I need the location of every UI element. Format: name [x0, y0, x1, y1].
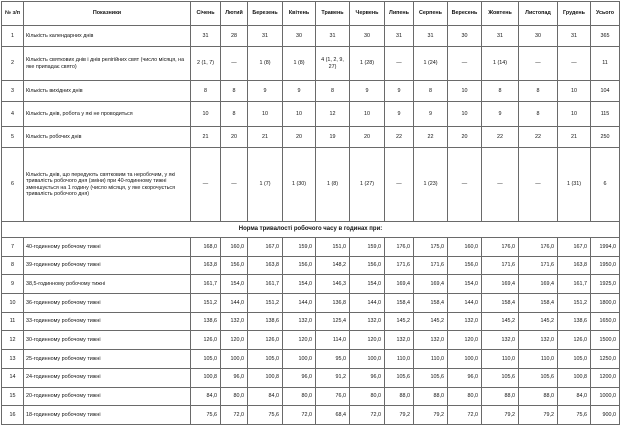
row-cell: 163,8 — [248, 256, 283, 275]
row-label: Кількість святкових днів і днів релігійних свят (число місяця, на яке припадає свято) — [24, 47, 191, 81]
row-cell: 105,0 — [558, 350, 591, 369]
row-cell: 171,6 — [414, 256, 448, 275]
row-cell: 72,0 — [221, 406, 248, 425]
row-cell: 88,0 — [519, 387, 558, 406]
col-header-month: Грудень — [558, 2, 591, 26]
row-label: 38,5-годинному робочому тижні — [24, 275, 191, 294]
row-cell: 151,2 — [191, 294, 221, 313]
norm-row — [2, 312, 620, 331]
row-cell: 9 — [482, 102, 519, 127]
row-cell: 146,3 — [316, 275, 350, 294]
row-cell: 132,0 — [448, 312, 482, 331]
row-cell: 158,4 — [519, 294, 558, 313]
row-cell: 132,0 — [482, 331, 519, 350]
row-cell: 154,0 — [350, 275, 385, 294]
table-row — [2, 127, 620, 148]
row-cell: 1 (31) — [558, 148, 591, 222]
row-label: Кількість календарних днів — [24, 26, 191, 47]
row-cell: 8 — [316, 81, 350, 102]
row-cell: 21 — [191, 127, 221, 148]
row-cell: 8 — [482, 81, 519, 102]
row-cell: 10 — [191, 102, 221, 127]
row-number: 9 — [2, 275, 24, 294]
row-cell: 88,0 — [385, 387, 414, 406]
row-total: 365 — [591, 26, 620, 47]
row-cell: 171,6 — [385, 256, 414, 275]
row-label: 40-годинному робочому тижні — [24, 238, 191, 257]
row-cell: 168,0 — [191, 238, 221, 257]
row-cell: 1 (8) — [248, 47, 283, 81]
row-total: 1500,0 — [591, 331, 620, 350]
row-cell: — — [221, 148, 248, 222]
row-total: 900,0 — [591, 406, 620, 425]
row-cell: 138,6 — [248, 312, 283, 331]
row-cell: 163,8 — [191, 256, 221, 275]
table-row — [2, 26, 620, 47]
row-cell: 156,0 — [448, 256, 482, 275]
row-cell: 22 — [414, 127, 448, 148]
row-cell: 22 — [519, 127, 558, 148]
row-number: 2 — [2, 47, 24, 81]
row-cell: 126,0 — [191, 331, 221, 350]
row-cell: 10 — [248, 102, 283, 127]
row-cell: 80,0 — [221, 387, 248, 406]
row-cell: 28 — [221, 26, 248, 47]
row-cell: 8 — [221, 102, 248, 127]
col-header-total: Усього — [591, 2, 620, 26]
row-cell: 80,0 — [350, 387, 385, 406]
row-cell: 75,6 — [191, 406, 221, 425]
row-cell: 105,6 — [482, 368, 519, 387]
row-label: Кількість днів, робота у які не проводиться — [24, 102, 191, 127]
row-cell: 100,0 — [350, 350, 385, 369]
row-cell: 10 — [350, 102, 385, 127]
row-label: Кількість вихідних днів — [24, 81, 191, 102]
row-cell: 144,0 — [350, 294, 385, 313]
row-cell: 169,4 — [414, 275, 448, 294]
row-cell: 1 (23) — [414, 148, 448, 222]
row-cell: 12 — [316, 102, 350, 127]
row-cell: 171,6 — [482, 256, 519, 275]
row-cell: 96,0 — [283, 368, 316, 387]
row-cell: 154,0 — [448, 275, 482, 294]
norm-row — [2, 387, 620, 406]
row-number: 7 — [2, 238, 24, 257]
row-number: 8 — [2, 256, 24, 275]
row-cell: 125,4 — [316, 312, 350, 331]
row-label: 30-годинному робочому тижні — [24, 331, 191, 350]
row-cell: 120,0 — [221, 331, 248, 350]
row-cell: 80,0 — [448, 387, 482, 406]
row-cell: 20 — [283, 127, 316, 148]
row-cell: 21 — [558, 127, 591, 148]
row-cell: 145,2 — [385, 312, 414, 331]
row-cell: 88,0 — [414, 387, 448, 406]
row-cell: 10 — [448, 102, 482, 127]
norm-row — [2, 368, 620, 387]
row-cell: 158,4 — [385, 294, 414, 313]
row-cell: 31 — [248, 26, 283, 47]
row-cell: — — [482, 148, 519, 222]
row-cell: 151,0 — [316, 238, 350, 257]
row-total: 115 — [591, 102, 620, 127]
col-header-month: Листопад — [519, 2, 558, 26]
row-cell: 132,0 — [519, 331, 558, 350]
table-row — [2, 102, 620, 127]
row-cell: 79,2 — [482, 406, 519, 425]
row-cell: 76,0 — [316, 387, 350, 406]
row-number: 15 — [2, 387, 24, 406]
row-cell: 161,7 — [558, 275, 591, 294]
row-total: 1650,0 — [591, 312, 620, 331]
row-label: Кількість робочих днів — [24, 127, 191, 148]
row-cell: 154,0 — [221, 275, 248, 294]
row-cell: 126,0 — [558, 331, 591, 350]
row-cell: 22 — [482, 127, 519, 148]
row-cell: — — [385, 148, 414, 222]
row-total: 1250,0 — [591, 350, 620, 369]
row-cell: 100,0 — [221, 350, 248, 369]
row-cell: 95,0 — [316, 350, 350, 369]
row-cell: 1 (24) — [414, 47, 448, 81]
row-cell: 144,0 — [283, 294, 316, 313]
row-cell: 31 — [414, 26, 448, 47]
row-cell: 79,2 — [414, 406, 448, 425]
row-number: 16 — [2, 406, 24, 425]
row-cell: 100,8 — [248, 368, 283, 387]
row-label: 36-годинному робочому тижні — [24, 294, 191, 313]
row-cell: 161,7 — [191, 275, 221, 294]
header-row — [2, 2, 620, 26]
row-cell: 156,0 — [221, 256, 248, 275]
row-cell: 10 — [558, 102, 591, 127]
col-header-month: Квітень — [283, 2, 316, 26]
row-cell: 20 — [221, 127, 248, 148]
row-cell: 160,0 — [221, 238, 248, 257]
row-cell: 96,0 — [221, 368, 248, 387]
row-cell: 100,0 — [448, 350, 482, 369]
row-cell: 110,0 — [385, 350, 414, 369]
col-header-month: Травень — [316, 2, 350, 26]
row-total: 6 — [591, 148, 620, 222]
row-cell: 105,6 — [414, 368, 448, 387]
row-cell: 68,4 — [316, 406, 350, 425]
row-number: 13 — [2, 350, 24, 369]
table-row — [2, 47, 620, 81]
row-cell: — — [191, 148, 221, 222]
row-cell: 9 — [385, 81, 414, 102]
working-time-table — [1, 1, 620, 425]
col-header-month: Серпень — [414, 2, 448, 26]
row-cell: 105,0 — [248, 350, 283, 369]
row-cell: 72,0 — [283, 406, 316, 425]
row-cell: 79,2 — [385, 406, 414, 425]
row-cell: 159,0 — [283, 238, 316, 257]
row-cell: 1 (7) — [248, 148, 283, 222]
row-cell: 138,6 — [191, 312, 221, 331]
row-cell: 120,0 — [350, 331, 385, 350]
row-cell: 144,0 — [221, 294, 248, 313]
col-header-month: Лютий — [221, 2, 248, 26]
row-cell: 96,0 — [350, 368, 385, 387]
row-cell: — — [519, 47, 558, 81]
row-label: 25-годинному робочому тижні — [24, 350, 191, 369]
row-cell: 169,4 — [385, 275, 414, 294]
col-header-month: Липень — [385, 2, 414, 26]
col-header-month: Жовтень — [482, 2, 519, 26]
row-cell: — — [221, 47, 248, 81]
col-header-month: Березень — [248, 2, 283, 26]
row-cell: 151,2 — [558, 294, 591, 313]
row-cell: 161,7 — [248, 275, 283, 294]
row-cell: 80,0 — [283, 387, 316, 406]
row-cell: 132,0 — [350, 312, 385, 331]
row-cell: 79,2 — [519, 406, 558, 425]
row-cell: 114,0 — [316, 331, 350, 350]
row-total: 1950,0 — [591, 256, 620, 275]
row-cell: 9 — [248, 81, 283, 102]
row-cell: — — [448, 148, 482, 222]
row-cell: 20 — [448, 127, 482, 148]
row-cell: 10 — [558, 81, 591, 102]
row-number: 6 — [2, 148, 24, 222]
row-label: Кількість днів, що передують святковим та неробочим, у які тривалість робочого дня (зміни) при 40-годинному тижні зменшується на 1 годину (число місяця, у яке скорочується тривалість робочого дня) — [24, 148, 191, 222]
row-cell: 9 — [385, 102, 414, 127]
row-cell: 84,0 — [191, 387, 221, 406]
row-total: 1925,0 — [591, 275, 620, 294]
norm-row — [2, 294, 620, 313]
row-cell: 31 — [316, 26, 350, 47]
row-cell: 30 — [448, 26, 482, 47]
row-cell: 175,0 — [414, 238, 448, 257]
row-cell: 167,0 — [248, 238, 283, 257]
row-cell: 110,0 — [519, 350, 558, 369]
row-cell: 145,2 — [519, 312, 558, 331]
norm-row — [2, 331, 620, 350]
row-cell: 159,0 — [350, 238, 385, 257]
row-cell: 72,0 — [448, 406, 482, 425]
section-title: Норма тривалості робочого часу в годинах при: — [2, 222, 620, 238]
col-header-label: Показники — [24, 2, 191, 26]
norm-row — [2, 406, 620, 425]
row-cell: 158,4 — [414, 294, 448, 313]
row-number: 3 — [2, 81, 24, 102]
row-cell: 8 — [221, 81, 248, 102]
row-cell: 169,4 — [482, 275, 519, 294]
row-cell: 1 (14) — [482, 47, 519, 81]
row-number: 4 — [2, 102, 24, 127]
row-cell: 84,0 — [558, 387, 591, 406]
row-cell: — — [385, 47, 414, 81]
row-cell: 163,8 — [558, 256, 591, 275]
row-cell: 148,2 — [316, 256, 350, 275]
col-header-month: Січень — [191, 2, 221, 26]
row-cell: 138,6 — [558, 312, 591, 331]
row-cell: 22 — [385, 127, 414, 148]
row-cell: 169,4 — [519, 275, 558, 294]
section-row — [2, 222, 620, 238]
row-cell: 151,2 — [248, 294, 283, 313]
row-cell: 10 — [283, 102, 316, 127]
row-cell: 9 — [350, 81, 385, 102]
row-cell: — — [519, 148, 558, 222]
col-header-month: Червень — [350, 2, 385, 26]
row-cell: 145,2 — [482, 312, 519, 331]
row-label: 33-годинному робочому тижні — [24, 312, 191, 331]
row-number: 11 — [2, 312, 24, 331]
row-total: 1994,0 — [591, 238, 620, 257]
row-cell: 1 (28) — [350, 47, 385, 81]
row-cell: 154,0 — [283, 275, 316, 294]
row-total: 1000,0 — [591, 387, 620, 406]
row-cell: 88,0 — [482, 387, 519, 406]
col-header-num: № з/п — [2, 2, 24, 26]
row-label: 24-годинному робочому тижні — [24, 368, 191, 387]
row-cell: 4 (1, 2, 9, 27) — [316, 47, 350, 81]
row-cell: 145,2 — [414, 312, 448, 331]
row-cell: 156,0 — [283, 256, 316, 275]
row-cell: 176,0 — [482, 238, 519, 257]
row-cell: 126,0 — [248, 331, 283, 350]
row-cell: 156,0 — [350, 256, 385, 275]
row-cell: 136,8 — [316, 294, 350, 313]
row-total: 11 — [591, 47, 620, 81]
row-cell: 2 (1, 7) — [191, 47, 221, 81]
row-cell: 1 (27) — [350, 148, 385, 222]
row-cell: 120,0 — [283, 331, 316, 350]
row-label: 20-годинному робочому тижні — [24, 387, 191, 406]
row-number: 12 — [2, 331, 24, 350]
norm-row — [2, 256, 620, 275]
row-number: 14 — [2, 368, 24, 387]
row-cell: 171,6 — [519, 256, 558, 275]
row-number: 10 — [2, 294, 24, 313]
row-cell: 105,6 — [385, 368, 414, 387]
row-cell: 20 — [350, 127, 385, 148]
row-cell: 84,0 — [248, 387, 283, 406]
row-cell: 100,8 — [191, 368, 221, 387]
row-cell: 19 — [316, 127, 350, 148]
row-cell: 1 (8) — [283, 47, 316, 81]
row-cell: 1 (8) — [316, 148, 350, 222]
row-cell: 21 — [248, 127, 283, 148]
row-total: 1200,0 — [591, 368, 620, 387]
row-cell: 75,6 — [558, 406, 591, 425]
row-cell: 31 — [385, 26, 414, 47]
col-header-month: Вересень — [448, 2, 482, 26]
norm-row — [2, 275, 620, 294]
row-total: 104 — [591, 81, 620, 102]
row-number: 1 — [2, 26, 24, 47]
row-cell: 132,0 — [414, 331, 448, 350]
row-cell: 30 — [350, 26, 385, 47]
row-cell: 8 — [519, 102, 558, 127]
row-cell: — — [558, 47, 591, 81]
row-cell: 132,0 — [221, 312, 248, 331]
row-cell: 30 — [283, 26, 316, 47]
row-cell: 110,0 — [414, 350, 448, 369]
row-cell: 132,0 — [283, 312, 316, 331]
row-cell: 100,0 — [283, 350, 316, 369]
row-cell: 105,0 — [191, 350, 221, 369]
norm-row — [2, 350, 620, 369]
row-cell: 144,0 — [448, 294, 482, 313]
row-cell: 96,0 — [448, 368, 482, 387]
row-number: 5 — [2, 127, 24, 148]
row-cell: 8 — [191, 81, 221, 102]
norm-row — [2, 238, 620, 257]
row-cell: 167,0 — [558, 238, 591, 257]
row-cell: 31 — [482, 26, 519, 47]
table-row — [2, 81, 620, 102]
row-label: 18-годинному робочому тижні — [24, 406, 191, 425]
row-cell: 120,0 — [448, 331, 482, 350]
row-cell: 8 — [414, 81, 448, 102]
row-cell: 132,0 — [385, 331, 414, 350]
row-cell: 9 — [283, 81, 316, 102]
row-cell: 8 — [519, 81, 558, 102]
row-cell: 176,0 — [385, 238, 414, 257]
row-cell: 31 — [558, 26, 591, 47]
row-total: 250 — [591, 127, 620, 148]
row-cell: 91,2 — [316, 368, 350, 387]
table-row — [2, 148, 620, 222]
row-cell: 1 (30) — [283, 148, 316, 222]
row-cell: 160,0 — [448, 238, 482, 257]
row-cell: 176,0 — [519, 238, 558, 257]
row-cell: 75,6 — [248, 406, 283, 425]
row-cell: 100,8 — [558, 368, 591, 387]
row-label: 39-годинному робочому тижні — [24, 256, 191, 275]
row-cell: 9 — [414, 102, 448, 127]
row-cell: 31 — [191, 26, 221, 47]
row-cell: 158,4 — [482, 294, 519, 313]
row-cell: — — [448, 47, 482, 81]
row-cell: 30 — [519, 26, 558, 47]
row-total: 1800,0 — [591, 294, 620, 313]
row-cell: 105,6 — [519, 368, 558, 387]
row-cell: 110,0 — [482, 350, 519, 369]
row-cell: 72,0 — [350, 406, 385, 425]
row-cell: 10 — [448, 81, 482, 102]
